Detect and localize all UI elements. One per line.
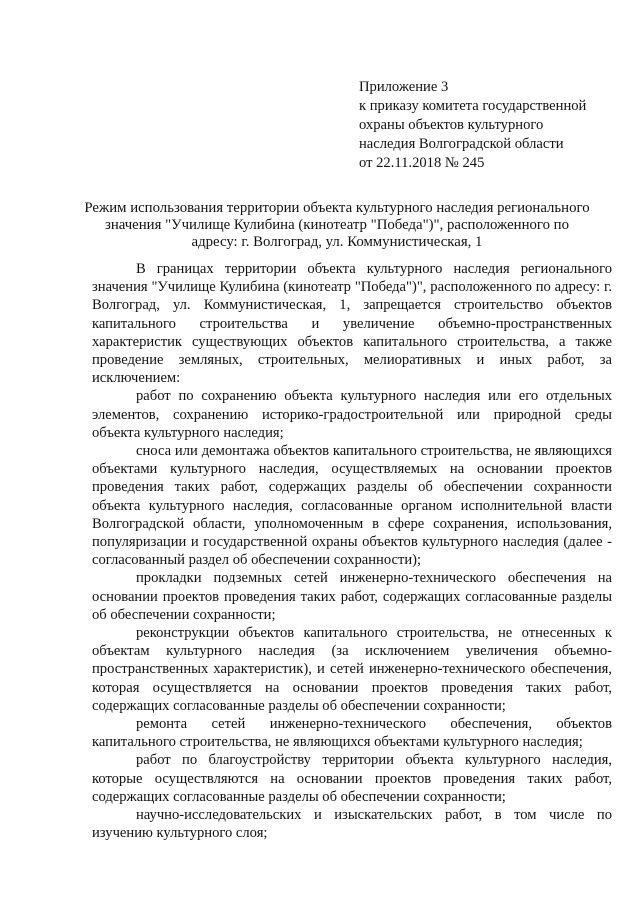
title-line: Режим использования территории объекта культурного наследия регионального: [84, 200, 590, 216]
title-line: значения "Училище Кулибина (кинотеатр "Победа")", расположенного по: [104, 217, 570, 233]
appendix-region-line: наследия Волгоградской области: [359, 136, 564, 152]
body-paragraph: В границах территории объекта культурного наследия регионального значения "Училище Кулибина (кинотеатр "Победа")", расположенного по адресу: г. Волгоград, ул. Коммунистическая, 1, запрещается строительство объектов капитального строительства и увеличение объемно-пространственных характеристик существующих объектов капитального строительства, а также проведение земляных, строительных, мелиоративных и иных работ, за исключением:: [92, 261, 612, 387]
appendix-committee-line: охраны объектов культурного: [359, 117, 544, 133]
body-paragraph: работ по сохранению объекта культурного наследия или его отдельных элементов, сохранению историко-градостроительной или природной среды объекта культурного наследия;: [92, 388, 612, 441]
appendix-header: [359, 78, 629, 173]
document-title: [78, 200, 596, 251]
body-paragraph: научно-исследовательских и изыскательских работ, в том числе по изучению культурного слоя;: [92, 807, 612, 842]
appendix-order-line: к приказу комитета государственной: [359, 98, 587, 114]
body-paragraph: реконструкции объектов капитального строительства, не отнесенных к объектам культурного наследия (за исключением увеличения объемно-пространственных характеристик), и сетей инженерно-технического обеспечения, которая осуществляется на основании проектов проведения таких работ, содержащих согласованные разделы об обеспечении сохранности;: [92, 625, 612, 714]
appendix-number: Приложение 3: [359, 79, 449, 95]
body-paragraph: работ по благоустройству территории объекта культурного наследия, которые осуществляются на основании проектов проведения таких работ, содержащих согласованные разделы об обеспечении сохранности;: [92, 752, 612, 805]
body-paragraph: прокладки подземных сетей инженерно-технического обеспечения на основании проектов проведения таких работ, содержащих согласованные разделы об обеспечении сохранности;: [92, 570, 612, 623]
title-line: адресу: г. Волгоград, ул. Коммунистическая, 1: [191, 234, 483, 250]
appendix-date-number: от 22.11.2018 № 245: [359, 155, 485, 171]
body-paragraph: сноса или демонтажа объектов капитального строительства, не являющихся объектами культурного наследия, осуществляемых на основании проектов проведения таких работ, содержащих разделы об обеспечении сохранности объекта культурного наследия, согласованные органом исполнительной власти Волгоградской области, уполномоченным в сфере сохранения, использования, популяризации и государственной охраны объектов культурного наследия (далее - согласованный раздел об обеспечении сохранности);: [92, 443, 612, 569]
document-body: [92, 260, 612, 843]
body-paragraph: ремонта сетей инженерно-технического обеспечения, объектов капитального строительства, не являющихся объектами культурного наследия;: [92, 716, 612, 751]
